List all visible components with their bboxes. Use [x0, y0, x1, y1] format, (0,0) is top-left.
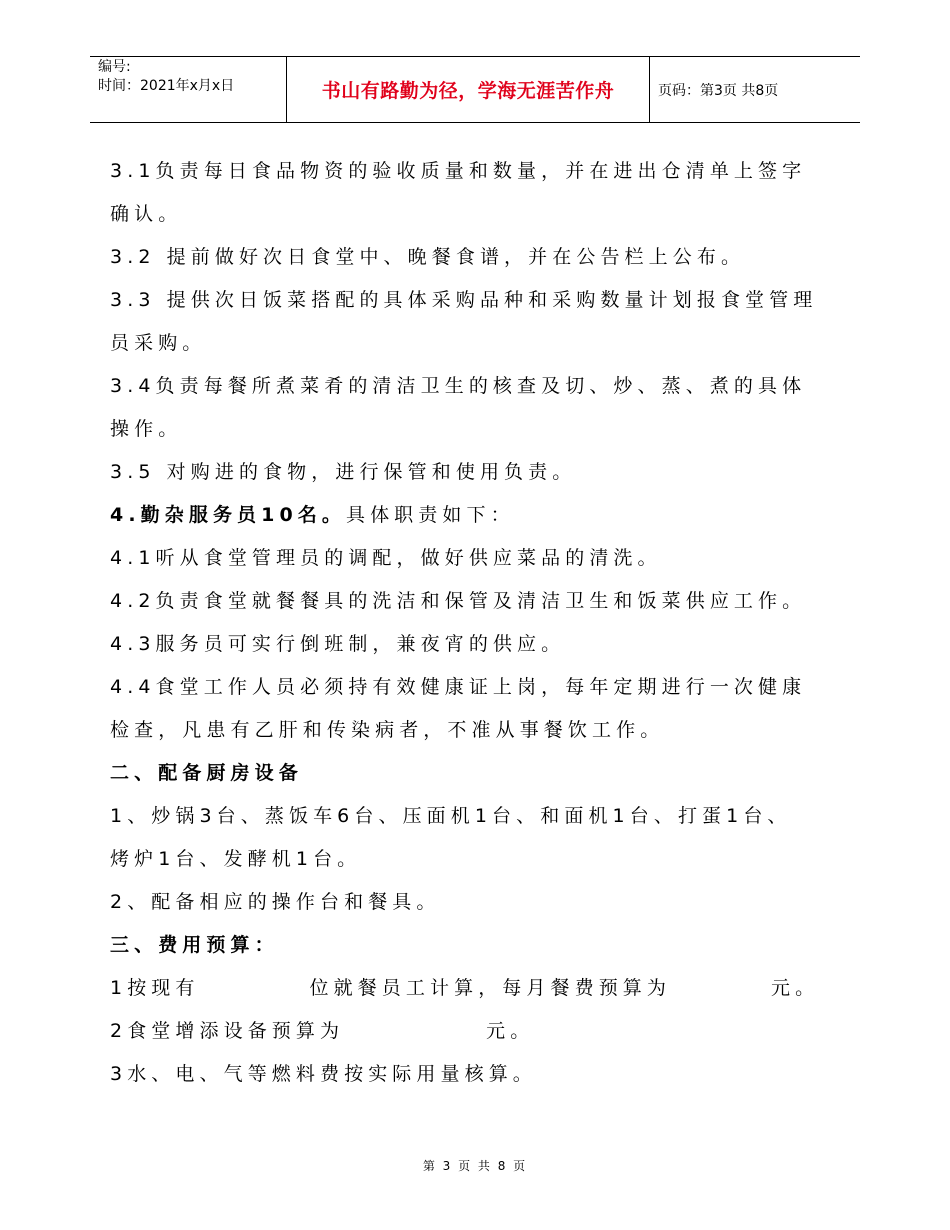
budget-item-2-part-a: 2食堂增添设备预算为 — [110, 1020, 345, 1042]
paragraph-3-2: 3.2 提前做好次日食堂中、晚餐食谱，并在公告栏上公布。 — [110, 246, 746, 268]
equipment-list-line2: 烤炉1台、发酵机1台。 — [110, 848, 362, 870]
budget-item-1-part-a: 1按现有 — [110, 977, 200, 999]
paragraph-3-4-line1: 3.4负责每餐所煮菜肴的清洁卫生的核查及切、炒、蒸、煮的具体 — [110, 375, 807, 397]
header-page-info: 页码：第3页 共8页 — [658, 82, 779, 99]
budget-item-1-part-c: 元。 — [771, 977, 820, 999]
paragraph-4-4-line1: 4.4食堂工作人员必须持有效健康证上岗，每年定期进行一次健康 — [110, 676, 807, 698]
paragraph-4-1: 4.1听从食堂管理员的调配，做好供应菜品的清洗。 — [110, 547, 662, 569]
paragraph-3-5: 3.5 对购进的食物，进行保管和使用负责。 — [110, 461, 577, 483]
header-bottom-rule — [90, 122, 860, 123]
paragraph-3-1-line2: 确认。 — [110, 203, 183, 225]
time-label: 时间：2021年x月x日 — [98, 78, 235, 94]
heading-section-3: 三、费用预算： — [110, 934, 279, 956]
paragraph-4-4-line2: 检查，凡患有乙肝和传染病者，不准从事餐饮工作。 — [110, 719, 665, 741]
footer-page-number: 第 3 页 共 8 页 — [422, 1159, 528, 1173]
code-label: 编号: — [98, 59, 131, 75]
budget-item-1 — [110, 967, 845, 1010]
heading-4 — [110, 494, 845, 537]
document-body — [110, 150, 845, 1096]
heading-section-2: 二、配备厨房设备 — [110, 762, 303, 784]
paragraph-4-3: 4.3服务员可实行倒班制，兼夜宵的供应。 — [110, 633, 566, 655]
equipment-item-2: 2、配备相应的操作台和餐具。 — [110, 891, 441, 913]
paragraph-3-3-line2: 员采购。 — [110, 332, 207, 354]
budget-item-2 — [110, 1010, 845, 1053]
budget-item-3: 3水、电、气等燃料费按实际用量核算。 — [110, 1063, 537, 1085]
budget-item-1-part-b: 位就餐员工计算，每月餐费预算为 — [309, 977, 672, 999]
header-motto: 书山有路勤为径，学海无涯苦作舟 — [321, 80, 615, 102]
header-meta — [98, 58, 234, 96]
paragraph-4-2: 4.2负责食堂就餐餐具的洗洁和保管及清洁卫生和饭菜供应工作。 — [110, 590, 807, 612]
heading-4-bold: 4.勤杂服务员10名。 — [110, 504, 346, 526]
header-divider-right — [649, 57, 650, 122]
budget-item-2-part-b: 元。 — [486, 1020, 535, 1042]
heading-4-rest: 具体职责如下： — [345, 504, 515, 526]
paragraph-3-4-line2: 操作。 — [110, 418, 183, 440]
equipment-list-line1: 1、炒锅3台、蒸饭车6台、压面机1台、和面机1台、打蛋1台、 — [110, 805, 792, 827]
paragraph-3-3-line1: 3.3 提供次日饭菜搭配的具体采购品种和采购数量计划报食堂管理 — [110, 289, 818, 311]
paragraph-3-1-line1: 3.1负责每日食品物资的验收质量和数量，并在进出仓清单上签字 — [110, 160, 807, 182]
